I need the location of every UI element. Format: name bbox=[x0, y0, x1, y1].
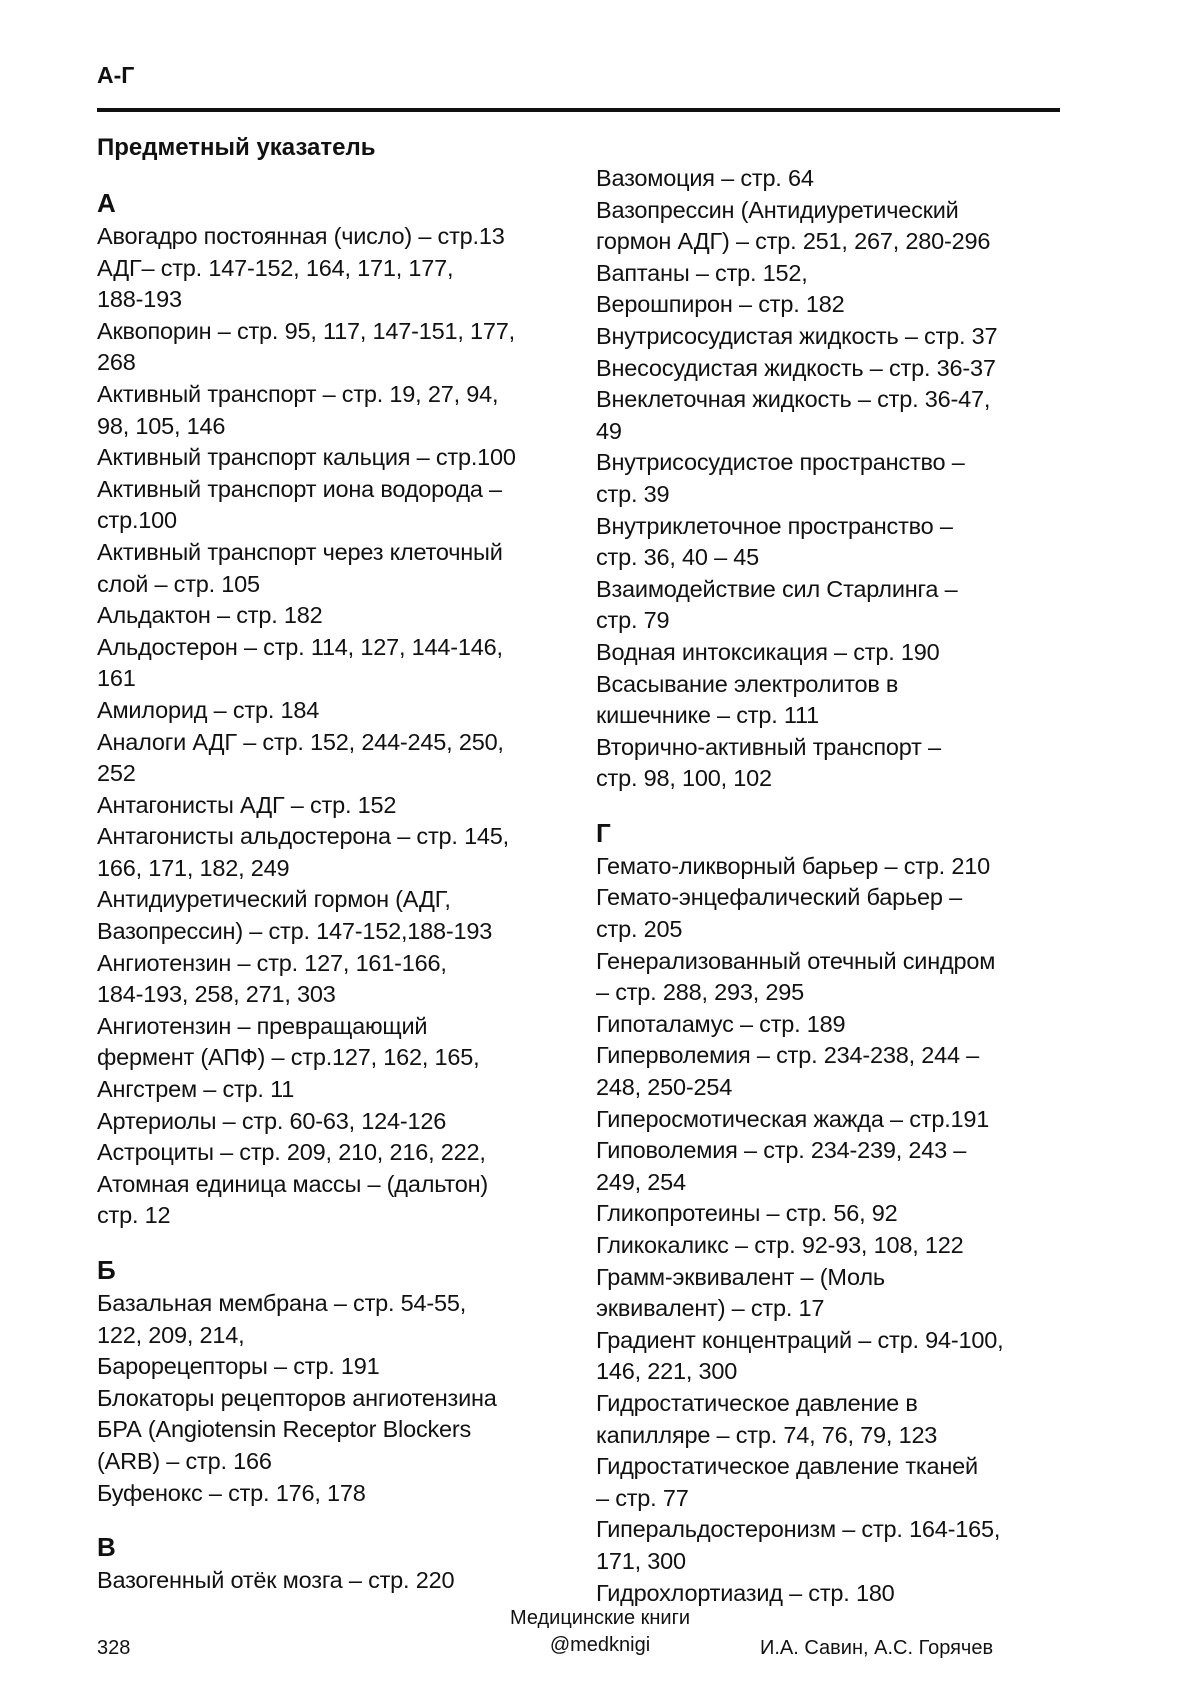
index-entry-line: Блокаторы рецепторов ангиотензина bbox=[97, 1383, 577, 1415]
index-entry-line: Внесосудистая жидкость – стр. 36-37 bbox=[596, 353, 1076, 385]
index-entry bbox=[97, 1383, 577, 1478]
index-entry-line: Водная интоксикация – стр. 190 bbox=[596, 637, 1076, 669]
index-entry-line: Астроциты – стр. 209, 210, 216, 222, bbox=[97, 1137, 577, 1169]
index-entry-line: Гемато-энцефалический барьер – bbox=[596, 882, 1076, 914]
index-section bbox=[97, 1531, 577, 1597]
index-entry bbox=[97, 253, 577, 316]
index-entry-line: Внеклеточная жидкость – стр. 36-47, bbox=[596, 384, 1076, 416]
index-entry-line: стр. 205 bbox=[596, 914, 1076, 946]
index-entry-line: Вазомоция – стр. 64 bbox=[596, 163, 1076, 195]
index-entry-line: – стр. 77 bbox=[596, 1483, 1076, 1515]
index-entry-line: Гиперосмотическая жажда – стр.191 bbox=[596, 1104, 1076, 1136]
index-entry-line: слой – стр. 105 bbox=[97, 569, 577, 601]
index-entry-line: Атомная единица массы – (дальтон) bbox=[97, 1169, 577, 1201]
index-entry-line: Ангиотензин – стр. 127, 161-166, bbox=[97, 948, 577, 980]
watermark-line-2: @medknigi bbox=[450, 1632, 750, 1659]
index-column-right bbox=[596, 163, 1076, 1631]
index-entry-line: Гипоталамус – стр. 189 bbox=[596, 1009, 1076, 1041]
index-entry-line: Внутрисосудистая жидкость – стр. 37 bbox=[596, 321, 1076, 353]
index-entry-line: фермент (АПФ) – стр.127, 162, 165, bbox=[97, 1042, 577, 1074]
index-entry-line: Гиперальдостеронизм – стр. 164-165, bbox=[596, 1514, 1076, 1546]
index-entry bbox=[596, 637, 1076, 669]
index-entry-line: стр. 39 bbox=[596, 479, 1076, 511]
watermark-line-1: Медицинские книги bbox=[450, 1605, 750, 1632]
index-section bbox=[596, 163, 1076, 795]
index-entry-line: 122, 209, 214, bbox=[97, 1320, 577, 1352]
index-entry-line: Активный транспорт иона водорода – bbox=[97, 474, 577, 506]
index-entry-line: 248, 250-254 bbox=[596, 1072, 1076, 1104]
index-entry bbox=[97, 316, 577, 379]
index-entry bbox=[596, 882, 1076, 945]
index-entry-line: Гидростатическое давление в bbox=[596, 1388, 1076, 1420]
index-entry-line: Аналоги АДГ – стр. 152, 244-245, 250, bbox=[97, 727, 577, 759]
index-entry-line: Альдостерон – стр. 114, 127, 144-146, bbox=[97, 632, 577, 664]
index-entry bbox=[596, 851, 1076, 883]
index-entry-line: Вазогенный отёк мозга – стр. 220 bbox=[97, 1565, 577, 1597]
index-entry-line: 249, 254 bbox=[596, 1167, 1076, 1199]
index-entry-line: Вазопрессин) – стр. 147-152,188-193 bbox=[97, 916, 577, 948]
index-entry-line: 252 bbox=[97, 758, 577, 790]
index-entry-line: (ARB) – стр. 166 bbox=[97, 1446, 577, 1478]
index-entry-line: капилляре – стр. 74, 76, 79, 123 bbox=[596, 1420, 1076, 1452]
index-entry bbox=[596, 447, 1076, 510]
index-entry-line: Генерализованный отечный синдром bbox=[596, 946, 1076, 978]
index-entry bbox=[97, 1351, 577, 1383]
index-entry bbox=[596, 1514, 1076, 1577]
index-section bbox=[97, 1254, 577, 1509]
index-entry-line: Антагонисты альдостерона – стр. 145, bbox=[97, 821, 577, 853]
index-entry-line: Амилорид – стр. 184 bbox=[97, 695, 577, 727]
index-entry-line: 184-193, 258, 271, 303 bbox=[97, 979, 577, 1011]
section-letter: В bbox=[97, 1531, 577, 1563]
index-entry bbox=[596, 163, 1076, 195]
index-entry bbox=[596, 353, 1076, 385]
section-range-header: А-Г bbox=[97, 62, 134, 89]
index-entry bbox=[596, 574, 1076, 637]
index-entry bbox=[596, 384, 1076, 447]
index-entry bbox=[97, 884, 577, 947]
authors: И.А. Савин, А.С. Горячев bbox=[760, 1637, 993, 1660]
index-entry bbox=[97, 379, 577, 442]
index-entry bbox=[97, 948, 577, 1011]
index-entry bbox=[97, 1106, 577, 1138]
section-letter: Г bbox=[596, 817, 1076, 849]
index-entry-line: Вазопрессин (Антидиуретический bbox=[596, 195, 1076, 227]
index-entry-line: Гидростатическое давление тканей bbox=[596, 1451, 1076, 1483]
index-entry bbox=[596, 1451, 1076, 1514]
index-entry-line: стр. 12 bbox=[97, 1200, 577, 1232]
index-entry-line: АДГ– стр. 147-152, 164, 171, 177, bbox=[97, 253, 577, 285]
index-entry-line: Вторично-активный транспорт – bbox=[596, 732, 1076, 764]
index-entry-line: Всасывание электролитов в bbox=[596, 669, 1076, 701]
index-entry-line: Внутрисосудистое пространство – bbox=[596, 447, 1076, 479]
page-title: Предметный указатель bbox=[97, 133, 577, 163]
index-entry bbox=[97, 474, 577, 537]
index-entry-line: Гиповолемия – стр. 234-239, 243 – bbox=[596, 1135, 1076, 1167]
index-entry-line: БРА (Angiotensin Receptor Blockers bbox=[97, 1414, 577, 1446]
index-entry-line: Активный транспорт кальция – стр.100 bbox=[97, 442, 577, 474]
index-entry bbox=[596, 1104, 1076, 1136]
index-entry-line: Антагонисты АДГ – стр. 152 bbox=[97, 790, 577, 822]
index-entry-line: Аквопорин – стр. 95, 117, 147-151, 177, bbox=[97, 316, 577, 348]
index-section bbox=[596, 817, 1076, 1609]
index-entry-line: 188-193 bbox=[97, 284, 577, 316]
index-entry bbox=[97, 537, 577, 600]
index-entry bbox=[596, 1040, 1076, 1103]
index-entry bbox=[596, 511, 1076, 574]
index-entry-line: Авогадро постоянная (число) – стр.13 bbox=[97, 221, 577, 253]
index-entry bbox=[97, 221, 577, 253]
index-entry bbox=[596, 1230, 1076, 1262]
section-letter: А bbox=[97, 187, 577, 219]
index-entry bbox=[97, 1478, 577, 1510]
index-entry-line: Градиент концентраций – стр. 94-100, bbox=[596, 1325, 1076, 1357]
section-letter: Б bbox=[97, 1254, 577, 1286]
index-entry bbox=[596, 258, 1076, 290]
index-entry-line: 49 bbox=[596, 416, 1076, 448]
index-entry bbox=[596, 1388, 1076, 1451]
index-entry bbox=[97, 632, 577, 695]
index-entry-line: Грамм-эквивалент – (Моль bbox=[596, 1262, 1076, 1294]
index-entry-line: Буфенокс – стр. 176, 178 bbox=[97, 1478, 577, 1510]
index-entry bbox=[97, 695, 577, 727]
index-entry bbox=[97, 1288, 577, 1351]
index-entry bbox=[97, 1169, 577, 1232]
index-entry-line: кишечнике – стр. 111 bbox=[596, 700, 1076, 732]
index-entry-line: Альдактон – стр. 182 bbox=[97, 600, 577, 632]
header-rule bbox=[97, 108, 1060, 112]
index-entry-line: Гликопротеины – стр. 56, 92 bbox=[596, 1198, 1076, 1230]
left-sections bbox=[97, 187, 577, 1597]
index-entry-line: стр. 98, 100, 102 bbox=[596, 763, 1076, 795]
index-entry bbox=[97, 442, 577, 474]
index-entry bbox=[97, 1137, 577, 1169]
index-entry bbox=[97, 821, 577, 884]
index-entry-line: Гиперволемия – стр. 234-238, 244 – bbox=[596, 1040, 1076, 1072]
index-entry-line: Ваптаны – стр. 152, bbox=[596, 258, 1076, 290]
index-entry bbox=[97, 1565, 577, 1597]
index-entry-line: 146, 221, 300 bbox=[596, 1356, 1076, 1388]
watermark bbox=[450, 1605, 750, 1659]
index-entry-line: – стр. 288, 293, 295 bbox=[596, 977, 1076, 1009]
index-entry bbox=[596, 732, 1076, 795]
index-entry-line: Гликокаликс – стр. 92-93, 108, 122 bbox=[596, 1230, 1076, 1262]
index-section bbox=[97, 187, 577, 1232]
index-entry-line: Барорецепторы – стр. 191 bbox=[97, 1351, 577, 1383]
index-entry bbox=[596, 946, 1076, 1009]
page-number: 328 bbox=[97, 1637, 130, 1660]
index-entry-line: 98, 105, 146 bbox=[97, 411, 577, 443]
right-sections bbox=[596, 163, 1076, 1609]
index-entry bbox=[596, 289, 1076, 321]
index-entry-line: Гемато-ликворный барьер – стр. 210 bbox=[596, 851, 1076, 883]
index-entry bbox=[596, 1262, 1076, 1325]
index-entry-line: Активный транспорт – стр. 19, 27, 94, bbox=[97, 379, 577, 411]
index-entry bbox=[596, 321, 1076, 353]
index-entry-line: Базальная мембрана – стр. 54-55, bbox=[97, 1288, 577, 1320]
index-entry bbox=[97, 727, 577, 790]
index-entry bbox=[596, 669, 1076, 732]
index-entry-line: 171, 300 bbox=[596, 1546, 1076, 1578]
index-entry bbox=[596, 1198, 1076, 1230]
index-entry bbox=[97, 600, 577, 632]
index-entry-line: Верошпирон – стр. 182 bbox=[596, 289, 1076, 321]
index-entry bbox=[596, 1135, 1076, 1198]
index-entry-line: Ангиотензин – превращающий bbox=[97, 1011, 577, 1043]
index-entry-line: Ангстрем – стр. 11 bbox=[97, 1074, 577, 1106]
index-entry bbox=[596, 1009, 1076, 1041]
index-entry-line: Артериолы – стр. 60-63, 124-126 bbox=[97, 1106, 577, 1138]
index-column-left bbox=[97, 133, 577, 1619]
index-entry-line: гормон АДГ) – стр. 251, 267, 280-296 bbox=[596, 226, 1076, 258]
index-entry-line: 161 bbox=[97, 663, 577, 695]
index-entry-line: Взаимодействие сил Старлинга – bbox=[596, 574, 1076, 606]
index-entry bbox=[97, 1074, 577, 1106]
index-entry bbox=[97, 790, 577, 822]
index-entry-line: Внутриклеточное пространство – bbox=[596, 511, 1076, 543]
index-entry-line: 268 bbox=[97, 347, 577, 379]
index-entry-line: 166, 171, 182, 249 bbox=[97, 853, 577, 885]
index-entry bbox=[97, 1011, 577, 1074]
index-entry bbox=[596, 1325, 1076, 1388]
index-entry bbox=[596, 195, 1076, 258]
index-entry-line: Гидрохлортиазид – стр. 180 bbox=[596, 1578, 1076, 1610]
index-entry-line: стр.100 bbox=[97, 505, 577, 537]
index-entry-line: Антидиуретический гормон (АДГ, bbox=[97, 884, 577, 916]
index-entry-line: стр. 79 bbox=[596, 605, 1076, 637]
index-entry-line: эквивалент) – стр. 17 bbox=[596, 1293, 1076, 1325]
index-entry-line: Активный транспорт через клеточный bbox=[97, 537, 577, 569]
index-entry-line: стр. 36, 40 – 45 bbox=[596, 542, 1076, 574]
